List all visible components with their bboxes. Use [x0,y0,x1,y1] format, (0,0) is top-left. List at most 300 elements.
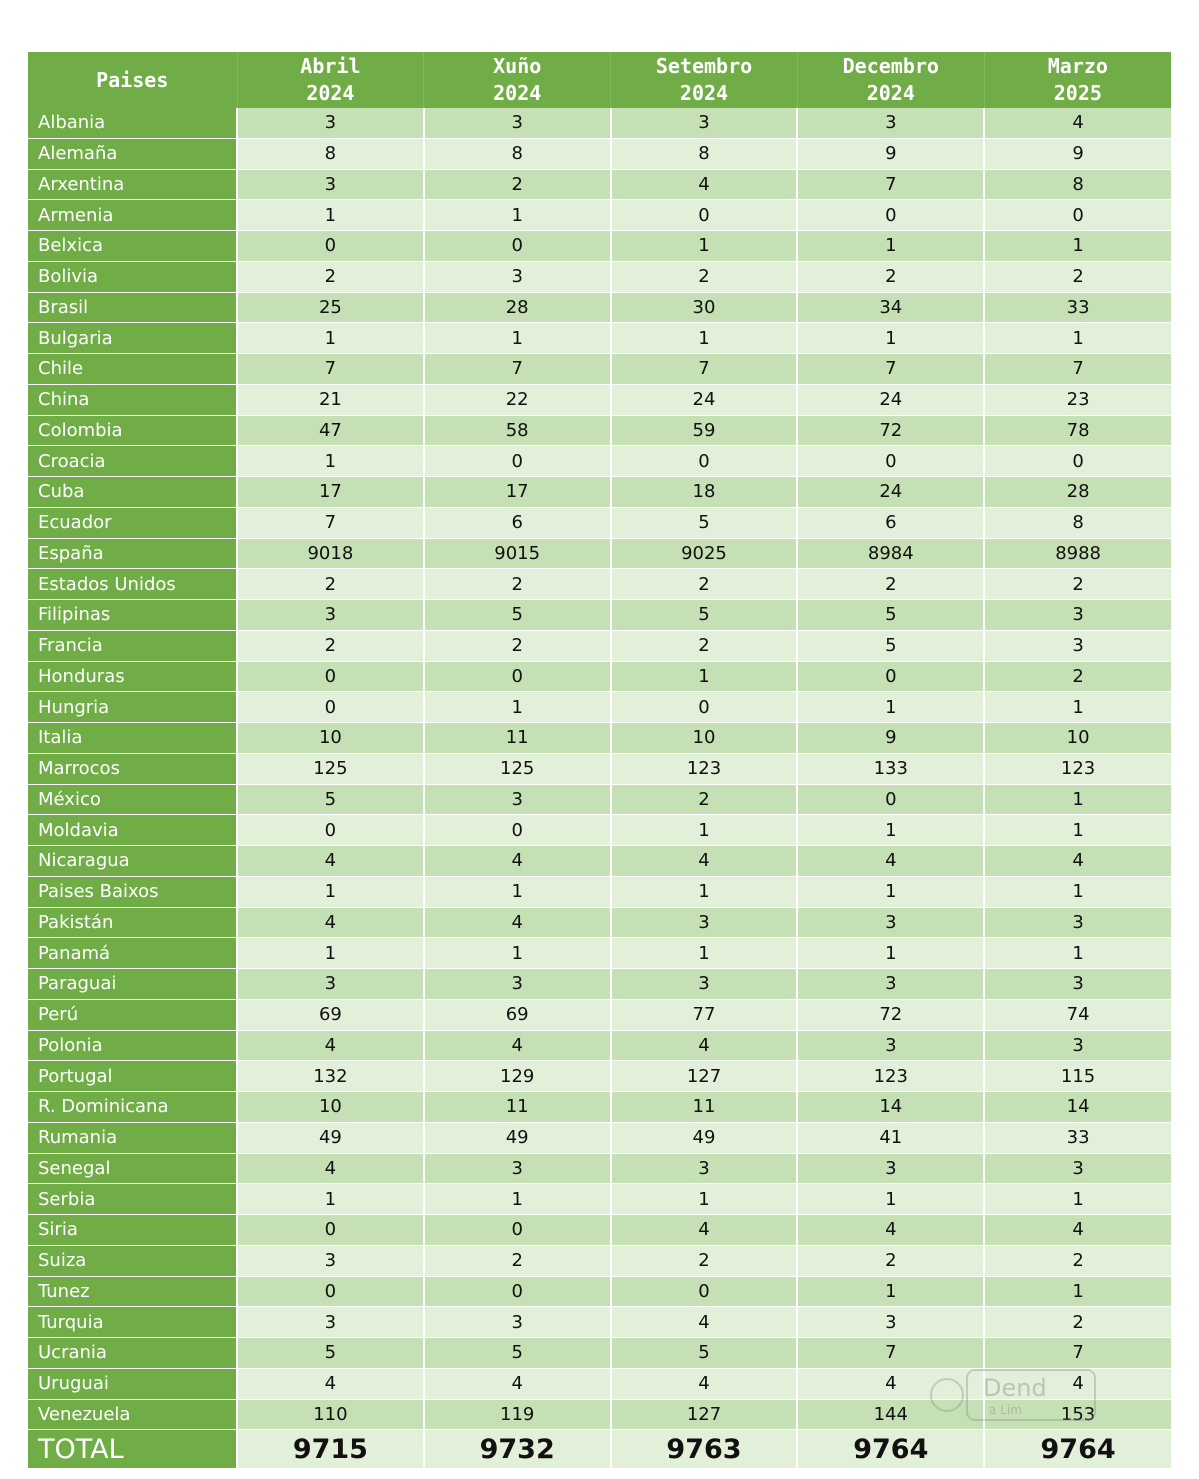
count-cell: 2 [237,261,424,292]
count-cell: 127 [611,1399,798,1430]
count-cell: 69 [424,999,611,1030]
country-name: Senegal [28,1153,237,1184]
country-name: Colombia [28,415,237,446]
table-row [28,907,1171,938]
count-cell: 3 [424,969,611,1000]
table-row [28,784,1171,815]
count-cell: 7 [984,1338,1171,1369]
table-row [28,1215,1171,1246]
count-cell: 1 [611,938,798,969]
country-name: España [28,538,237,569]
country-name: Paises Baixos [28,876,237,907]
table-row [28,1184,1171,1215]
count-cell: 0 [611,1276,798,1307]
count-cell: 1 [984,231,1171,262]
country-name: Ucrania [28,1338,237,1369]
count-cell: 1 [424,1184,611,1215]
table-row [28,630,1171,661]
count-cell: 4 [424,1368,611,1399]
count-cell: 8984 [797,538,984,569]
count-cell: 11 [424,1092,611,1123]
table-row [28,1399,1171,1430]
count-cell: 7 [797,169,984,200]
count-cell: 2 [797,569,984,600]
count-cell: 119 [424,1399,611,1430]
header-xuno-2024: Xuño 2024 [424,52,611,108]
count-cell: 2 [237,630,424,661]
country-name: Ecuador [28,507,237,538]
count-cell: 1 [797,876,984,907]
count-cell: 9018 [237,538,424,569]
count-cell: 3 [797,907,984,938]
count-cell: 7 [797,1338,984,1369]
count-cell: 33 [984,292,1171,323]
watermark-text-1: Dend [983,1374,1047,1402]
count-cell: 144 [797,1399,984,1430]
count-cell: 1 [611,1184,798,1215]
table-row [28,661,1171,692]
count-cell: 11 [424,723,611,754]
header-setembro-2024: Setembro 2024 [611,52,798,108]
count-cell: 2 [424,569,611,600]
table-row [28,477,1171,508]
count-cell: 17 [424,477,611,508]
count-cell: 4 [797,1215,984,1246]
count-cell: 1 [237,446,424,477]
count-cell: 10 [237,1092,424,1123]
count-cell: 74 [984,999,1171,1030]
count-cell: 0 [424,661,611,692]
count-cell: 0 [611,692,798,723]
count-cell: 17 [237,477,424,508]
table-row [28,969,1171,1000]
count-cell: 5 [611,600,798,631]
count-cell: 1 [984,815,1171,846]
count-cell: 4 [237,846,424,877]
count-cell: 3 [611,108,798,138]
table-row [28,138,1171,169]
count-cell: 1 [237,200,424,231]
header-decembro-2024: Decembro 2024 [797,52,984,108]
country-name: Uruguai [28,1368,237,1399]
count-cell: 5 [237,784,424,815]
table-row [28,538,1171,569]
country-name: Alemaña [28,138,237,169]
count-cell: 0 [611,200,798,231]
table-row [28,876,1171,907]
count-cell: 4 [424,1030,611,1061]
table-header-row [28,52,1171,108]
count-cell: 7 [237,507,424,538]
count-cell: 0 [237,1215,424,1246]
table-row [28,1030,1171,1061]
country-name: R. Dominicana [28,1092,237,1123]
count-cell: 3 [984,630,1171,661]
count-cell: 125 [424,753,611,784]
count-cell: 4 [797,846,984,877]
count-cell: 110 [237,1399,424,1430]
count-cell: 0 [424,1276,611,1307]
count-cell: 7 [237,354,424,385]
count-cell: 8 [984,169,1171,200]
count-cell: 49 [237,1122,424,1153]
count-cell: 6 [424,507,611,538]
count-cell: 5 [611,1338,798,1369]
count-cell: 4 [611,1030,798,1061]
table-row [28,753,1171,784]
country-name: Honduras [28,661,237,692]
count-cell: 1 [237,876,424,907]
count-cell: 2 [424,630,611,661]
count-cell: 3 [237,1307,424,1338]
table-row [28,261,1171,292]
count-cell: 9 [984,138,1171,169]
count-cell: 5 [797,600,984,631]
count-cell: 77 [611,999,798,1030]
count-cell: 59 [611,415,798,446]
country-name: Cuba [28,477,237,508]
count-cell: 28 [424,292,611,323]
count-cell: 0 [424,446,611,477]
count-cell: 3 [984,1153,1171,1184]
count-cell: 4 [984,846,1171,877]
country-name: Pakistán [28,907,237,938]
count-cell: 1 [237,1184,424,1215]
count-cell: 1 [611,323,798,354]
table-row [28,384,1171,415]
count-cell: 4 [611,1368,798,1399]
table-row [28,108,1171,138]
count-cell: 0 [797,661,984,692]
count-cell: 4 [797,1368,984,1399]
population-table-container [28,52,1171,1469]
count-cell: 1 [237,323,424,354]
count-cell: 1 [424,323,611,354]
country-name: Belxica [28,231,237,262]
count-cell: 5 [797,630,984,661]
count-cell: 1 [984,784,1171,815]
country-name: Hungria [28,692,237,723]
count-cell: 10 [611,723,798,754]
table-row [28,815,1171,846]
count-cell: 1 [984,938,1171,969]
count-cell: 4 [424,846,611,877]
count-cell: 25 [237,292,424,323]
total-value: 9715 [237,1430,424,1469]
table-row [28,1276,1171,1307]
count-cell: 49 [424,1122,611,1153]
count-cell: 8 [424,138,611,169]
count-cell: 10 [237,723,424,754]
count-cell: 1 [984,1276,1171,1307]
country-name: Arxentina [28,169,237,200]
count-cell: 28 [984,477,1171,508]
count-cell: 58 [424,415,611,446]
count-cell: 1 [424,876,611,907]
count-cell: 49 [611,1122,798,1153]
count-cell: 0 [237,692,424,723]
count-cell: 3 [797,969,984,1000]
count-cell: 0 [611,446,798,477]
country-name: Chile [28,354,237,385]
count-cell: 24 [797,384,984,415]
count-cell: 3 [237,1245,424,1276]
count-cell: 127 [611,1061,798,1092]
table-row [28,1245,1171,1276]
count-cell: 4 [984,1368,1171,1399]
count-cell: 2 [611,1245,798,1276]
country-name: Albania [28,108,237,138]
count-cell: 30 [611,292,798,323]
count-cell: 3 [797,1307,984,1338]
table-row [28,569,1171,600]
count-cell: 7 [984,354,1171,385]
count-cell: 132 [237,1061,424,1092]
count-cell: 123 [611,753,798,784]
count-cell: 4 [424,907,611,938]
count-cell: 3 [424,1307,611,1338]
table-row [28,846,1171,877]
count-cell: 1 [797,692,984,723]
total-value: 9764 [797,1430,984,1469]
count-cell: 0 [237,661,424,692]
count-cell: 3 [424,784,611,815]
count-cell: 5 [237,1338,424,1369]
count-cell: 18 [611,477,798,508]
table-row [28,723,1171,754]
count-cell: 14 [797,1092,984,1123]
count-cell: 33 [984,1122,1171,1153]
total-row [28,1430,1171,1469]
country-name: Rumania [28,1122,237,1153]
count-cell: 0 [237,815,424,846]
country-name: Turquia [28,1307,237,1338]
count-cell: 8 [237,138,424,169]
country-name: Venezuela [28,1399,237,1430]
count-cell: 3 [611,969,798,1000]
country-name: Panamá [28,938,237,969]
count-cell: 125 [237,753,424,784]
table-row [28,292,1171,323]
count-cell: 4 [984,1215,1171,1246]
count-cell: 4 [237,1153,424,1184]
count-cell: 4 [611,846,798,877]
table-row [28,169,1171,200]
count-cell: 7 [611,354,798,385]
count-cell: 133 [797,753,984,784]
count-cell: 1 [797,231,984,262]
count-cell: 3 [424,108,611,138]
count-cell: 1 [797,938,984,969]
count-cell: 1 [984,1184,1171,1215]
count-cell: 8988 [984,538,1171,569]
country-name: Portugal [28,1061,237,1092]
country-name: Perú [28,999,237,1030]
count-cell: 3 [984,907,1171,938]
count-cell: 24 [611,384,798,415]
count-cell: 7 [424,354,611,385]
count-cell: 2 [984,1245,1171,1276]
total-value: 9732 [424,1430,611,1469]
country-name: Serbia [28,1184,237,1215]
count-cell: 0 [424,815,611,846]
country-name: Armenia [28,200,237,231]
country-name: Bolivia [28,261,237,292]
country-name: Croacia [28,446,237,477]
count-cell: 1 [984,323,1171,354]
count-cell: 1 [424,692,611,723]
table-row [28,231,1171,262]
count-cell: 69 [237,999,424,1030]
count-cell: 9 [797,138,984,169]
count-cell: 3 [611,907,798,938]
country-name: Paraguai [28,969,237,1000]
country-name: Nicaragua [28,846,237,877]
table-row [28,999,1171,1030]
table-row [28,507,1171,538]
count-cell: 0 [424,1215,611,1246]
table-row [28,1368,1171,1399]
total-label: TOTAL [28,1430,237,1469]
count-cell: 0 [237,1276,424,1307]
country-name: Siria [28,1215,237,1246]
count-cell: 3 [984,1030,1171,1061]
count-cell: 1 [984,876,1171,907]
count-cell: 14 [984,1092,1171,1123]
table-row [28,1338,1171,1369]
count-cell: 3 [797,1153,984,1184]
count-cell: 2 [984,569,1171,600]
count-cell: 2 [797,1245,984,1276]
count-cell: 1 [797,1276,984,1307]
table-row [28,1092,1171,1123]
count-cell: 2 [984,261,1171,292]
count-cell: 3 [237,169,424,200]
count-cell: 3 [984,969,1171,1000]
count-cell: 0 [984,200,1171,231]
header-marzo-2025: Marzo 2025 [984,52,1171,108]
count-cell: 21 [237,384,424,415]
country-name: México [28,784,237,815]
count-cell: 1 [984,692,1171,723]
count-cell: 2 [611,569,798,600]
count-cell: 2 [611,630,798,661]
count-cell: 123 [797,1061,984,1092]
country-name: China [28,384,237,415]
count-cell: 0 [424,231,611,262]
count-cell: 9 [797,723,984,754]
count-cell: 23 [984,384,1171,415]
count-cell: 2 [984,661,1171,692]
count-cell: 3 [984,600,1171,631]
count-cell: 2 [611,784,798,815]
header-abril-2024: Abril 2024 [237,52,424,108]
count-cell: 1 [611,661,798,692]
country-name: Suiza [28,1245,237,1276]
watermark-text-2: a Lim [989,1403,1022,1417]
count-cell: 1 [237,938,424,969]
table-row [28,1122,1171,1153]
count-cell: 24 [797,477,984,508]
country-name: Francia [28,630,237,661]
count-cell: 129 [424,1061,611,1092]
count-cell: 1 [797,1184,984,1215]
count-cell: 5 [611,507,798,538]
count-cell: 72 [797,999,984,1030]
count-cell: 4 [237,1368,424,1399]
count-cell: 123 [984,753,1171,784]
table-row [28,1307,1171,1338]
count-cell: 0 [984,446,1171,477]
count-cell: 1 [797,815,984,846]
table-row [28,415,1171,446]
country-name: Tunez [28,1276,237,1307]
count-cell: 9025 [611,538,798,569]
country-name: Bulgaria [28,323,237,354]
count-cell: 3 [424,261,611,292]
count-cell: 1 [611,231,798,262]
table-row [28,200,1171,231]
count-cell: 3 [237,108,424,138]
count-cell: 3 [237,969,424,1000]
count-cell: 78 [984,415,1171,446]
count-cell: 2 [797,261,984,292]
count-cell: 0 [797,446,984,477]
count-cell: 4 [611,1215,798,1246]
population-by-country-table [28,52,1171,1469]
count-cell: 1 [797,323,984,354]
count-cell: 0 [797,200,984,231]
count-cell: 47 [237,415,424,446]
count-cell: 10 [984,723,1171,754]
count-cell: 41 [797,1122,984,1153]
count-cell: 2 [424,169,611,200]
count-cell: 22 [424,384,611,415]
count-cell: 4 [611,169,798,200]
count-cell: 2 [984,1307,1171,1338]
total-value: 9764 [984,1430,1171,1469]
count-cell: 3 [611,1153,798,1184]
table-row [28,600,1171,631]
country-name: Italia [28,723,237,754]
table-row [28,1153,1171,1184]
count-cell: 7 [797,354,984,385]
count-cell: 4 [237,1030,424,1061]
count-cell: 3 [797,108,984,138]
count-cell: 1 [611,876,798,907]
count-cell: 3 [797,1030,984,1061]
table-row [28,1061,1171,1092]
count-cell: 4 [984,108,1171,138]
count-cell: 34 [797,292,984,323]
count-cell: 2 [611,261,798,292]
count-cell: 72 [797,415,984,446]
count-cell: 5 [424,600,611,631]
count-cell: 8 [611,138,798,169]
count-cell: 6 [797,507,984,538]
count-cell: 8 [984,507,1171,538]
count-cell: 0 [237,231,424,262]
count-cell: 3 [424,1153,611,1184]
country-name: Filipinas [28,600,237,631]
country-name: Polonia [28,1030,237,1061]
count-cell: 3 [237,600,424,631]
count-cell: 9015 [424,538,611,569]
table-row [28,938,1171,969]
table-row [28,354,1171,385]
count-cell: 115 [984,1061,1171,1092]
table-row [28,692,1171,723]
